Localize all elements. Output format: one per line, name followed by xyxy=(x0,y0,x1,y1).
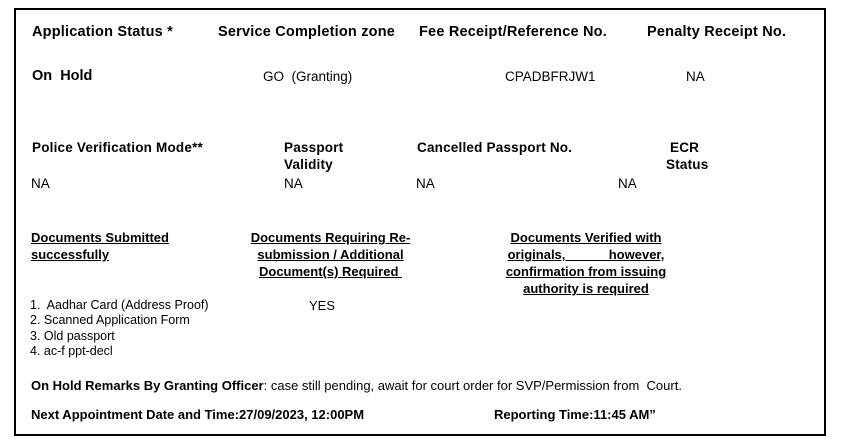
value-cancelled-passport-no: NA xyxy=(416,176,435,191)
value-penalty-receipt-no: NA xyxy=(686,69,705,84)
list-item: 2. Scanned Application Form xyxy=(30,313,190,327)
header-ecr-status-line1: ECR xyxy=(670,140,700,155)
on-hold-remarks-text: : case still pending, await for court order for SVP/Permission from Court. xyxy=(263,378,682,393)
documents-resubmission-header-line2: submission / Additional xyxy=(257,247,404,262)
on-hold-remarks-label: On Hold Remarks By Granting Officer xyxy=(31,378,264,393)
value-police-verification-mode: NA xyxy=(31,176,50,191)
list-item: 4. ac-f ppt-decl xyxy=(30,344,113,358)
documents-verified-header-line4: authority is required xyxy=(523,281,649,296)
header-penalty-receipt-no: Penalty Receipt No. xyxy=(647,24,787,40)
value-service-completion-zone: GO (Granting) xyxy=(263,69,353,84)
header-fee-receipt-no: Fee Receipt/Reference No. xyxy=(419,24,607,40)
value-ecr-status: NA xyxy=(618,176,637,191)
value-fee-receipt-no: CPADBFRJW1 xyxy=(505,69,596,84)
header-passport-validity-line2: Validity xyxy=(284,157,333,172)
header-service-completion-zone: Service Completion zone xyxy=(218,24,396,40)
value-application-status: On Hold xyxy=(32,68,93,84)
documents-submitted-header-line1: Documents Submitted xyxy=(31,230,169,245)
list-item: 3. Old passport xyxy=(30,329,115,343)
header-ecr-status-line2: Status xyxy=(666,157,709,172)
documents-verified-header-line2: originals, however, xyxy=(507,247,665,262)
on-hold-remarks xyxy=(31,378,682,393)
documents-resubmission-value: YES xyxy=(309,298,336,313)
documents-verified-header-line1: Documents Verified with xyxy=(510,230,662,245)
header-application-status: Application Status * xyxy=(32,24,173,40)
documents-resubmission-header-line3: Document(s) Required xyxy=(258,264,402,279)
reporting-time: Reporting Time:11:45 AM” xyxy=(494,407,656,422)
value-passport-validity: NA xyxy=(284,176,303,191)
header-passport-validity-line1: Passport xyxy=(284,140,344,155)
next-appointment-datetime: Next Appointment Date and Time:27/09/2023, 12:00PM xyxy=(31,407,365,422)
status-card xyxy=(14,8,826,436)
header-police-verification-mode: Police Verification Mode** xyxy=(32,140,203,155)
documents-verified-header-line3: confirmation from issuing xyxy=(505,264,667,279)
header-cancelled-passport-no: Cancelled Passport No. xyxy=(417,140,573,155)
documents-submitted-header-line2: successfully xyxy=(31,247,110,262)
list-item: 1. Aadhar Card (Address Proof) xyxy=(30,298,209,312)
documents-resubmission-header-line1: Documents Requiring Re- xyxy=(250,230,411,245)
status-card-inner xyxy=(16,10,824,434)
